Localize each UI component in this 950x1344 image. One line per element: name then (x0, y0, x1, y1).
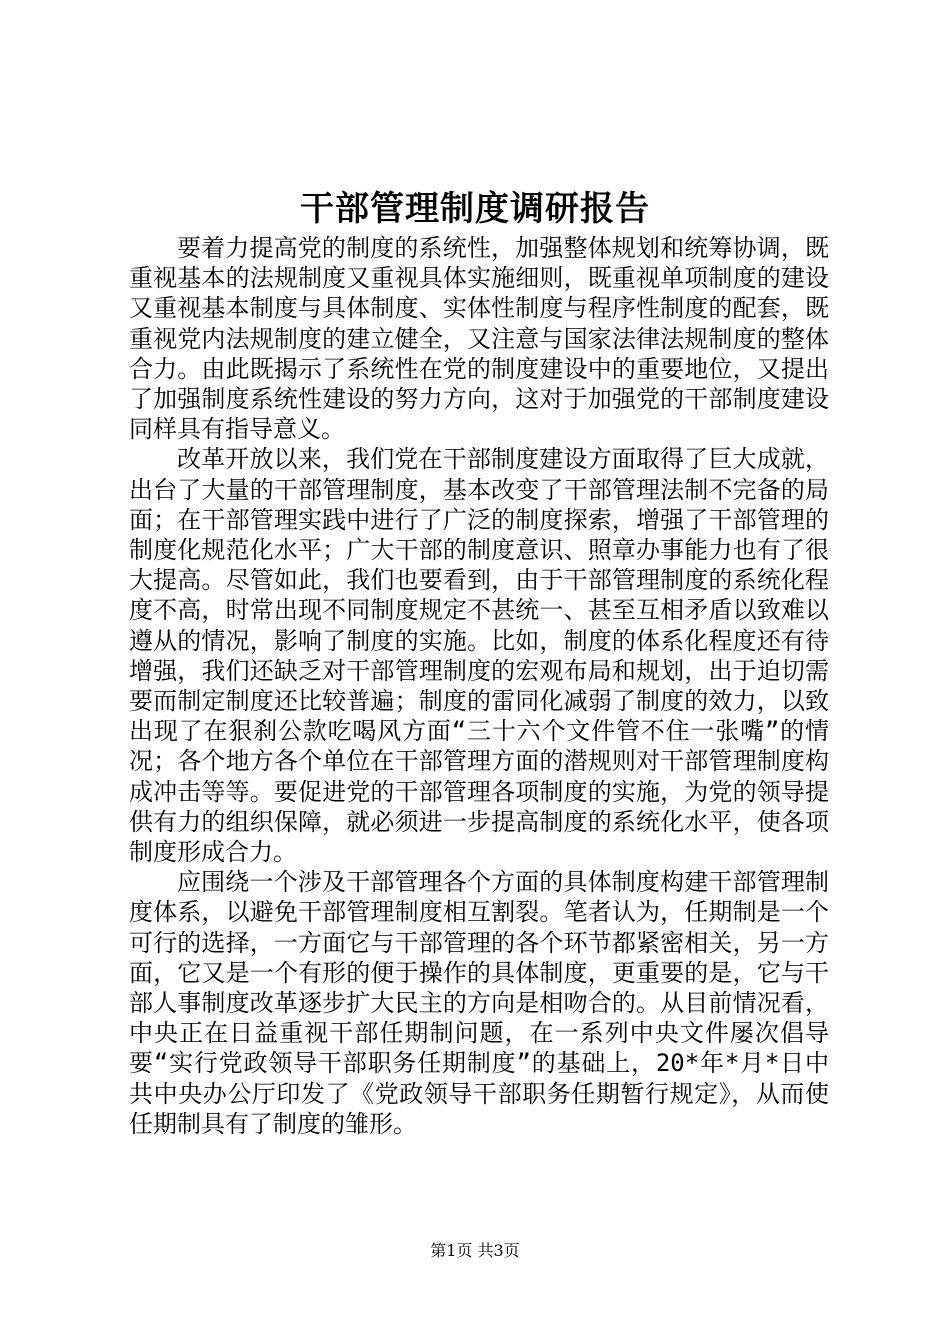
document-body (129, 233, 829, 1139)
paragraph-2: 改革开放以来，我们党在干部制度建设方面取得了巨大成就，出台了大量的干部管理制度，基本改变了干部管理法制不完备的局面；在干部管理实践中进行了广泛的制度探索，增强了干部管理的制度化规范化水平；广大干部的制度意识、照章办事能力也有了很大提高。尽管如此，我们也要看到，由于干部管理制度的系统化程度不高，时常出现不同制度规定不甚统一、甚至互相矛盾以致难以遵从的情况，影响了制度的实施。比如，制度的体系化程度还有待增强，我们还缺乏对干部管理制度的宏观布局和规划，出于迫切需要而制定制度还比较普遍；制度的雷同化减弱了制度的效力，以致出现了在狠刹公款吃喝风方面“三十六个文件管不住一张嘴”的情况；各个地方各个单位在干部管理方面的潜规则对干部管理制度构成冲击等等。要促进党的干部管理各项制度的实施，为党的领导提供有力的组织保障，就必须进一步提高制度的系统化水平，使各项制度形成合力。 (129, 445, 829, 867)
page-footer (0, 1240, 950, 1262)
document-title: 干部管理制度调研报告 (300, 189, 650, 229)
paragraph-3: 应围绕一个涉及干部管理各个方面的具体制度构建干部管理制度体系，以避免干部管理制度相互割裂。笔者认为，任期制是一个可行的选择，一方面它与干部管理的各个环节都紧密相关，另一方面，它又是一个有形的便于操作的具体制度，更重要的是，它与干部人事制度改革逐步扩大民主的方向是相吻合的。从目前情况看，中央正在日益重视干部任期制问题，在一系列中央文件屡次倡导要“实行党政领导干部职务任期制度”的基础上，20*年*月*日中共中央办公厅印发了《党政领导干部职务任期暂行规定》，从而使任期制具有了制度的雏形。 (129, 868, 829, 1138)
page-number-label: 第1页 共3页 (430, 1241, 520, 1260)
paragraph-1: 要着力提高党的制度的系统性，加强整体规划和统筹协调，既重视基本的法规制度又重视具体实施细则，既重视单项制度的建设又重视基本制度与具体制度、实体性制度与程序性制度的配套，既重视党内法规制度的建立健全，又注意与国家法律法规制度的整体合力。由此既揭示了系统性在党的制度建设中的重要地位，又提出了加强制度系统性建设的努力方向，这对于加强党的干部制度建设同样具有指导意义。 (129, 234, 829, 444)
